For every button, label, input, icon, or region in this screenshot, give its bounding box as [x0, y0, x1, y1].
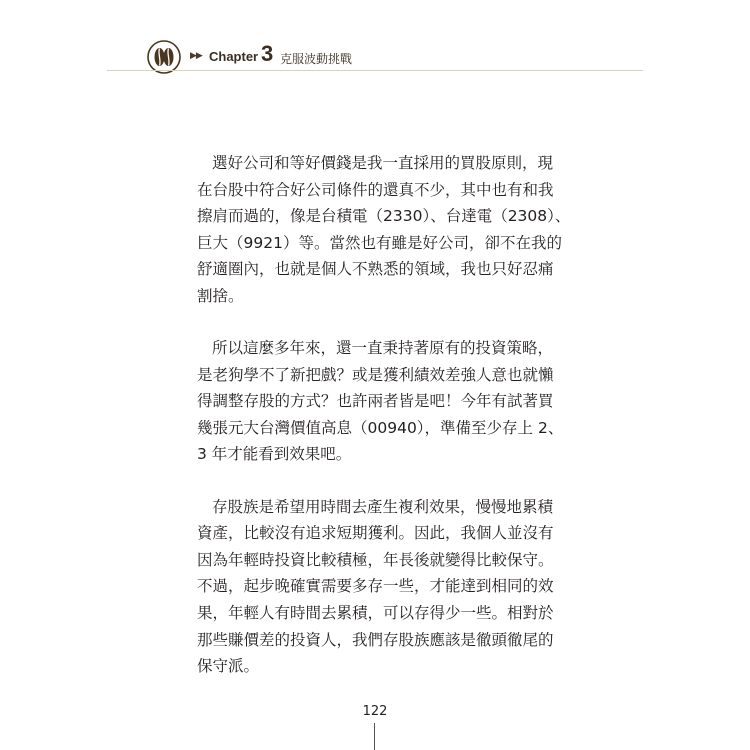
paragraph-2	[197, 335, 562, 468]
text-line: 果，年輕人有時間去累積，可以存得少一些。相對於	[197, 603, 554, 622]
text-line: 保守派。	[197, 657, 260, 676]
text-line: 不過，起步晚確實需要多存一些，才能達到相同的效	[197, 577, 554, 596]
text-line: 巨大（9921）等。當然也有雖是好公司，卻不在我的	[197, 233, 562, 252]
header-divider	[107, 70, 643, 71]
text-line: 在台股中符合好公司條件的還真不少，其中也有和我	[197, 180, 554, 199]
paragraph-3	[197, 494, 562, 680]
text-line: 3 年才能看到效果吧。	[197, 445, 352, 464]
text-line: 資產，比較沒有追求短期獲利。因此，我個人並沒有	[197, 524, 554, 543]
text-line: 幾張元大台灣價值高息（00940），準備至少存上 2、	[197, 418, 564, 437]
coffee-bean-icon	[147, 40, 181, 74]
page-number-rule	[374, 723, 375, 750]
chapter-label: Chapter	[209, 49, 259, 64]
text-line: 是老狗學不了新把戲？或是獲利績效差強人意也就懶	[197, 365, 554, 384]
chapter-number: 3	[261, 41, 274, 66]
text-line: 割捨。	[197, 286, 244, 305]
text-line: 因為年輕時投資比較積極，年長後就變得比較保守。	[197, 550, 554, 569]
text-line: 得調整存股的方式？也許兩者皆是吧！今年有試著買	[197, 392, 554, 411]
text-line: 舒適圈內，也就是個人不熟悉的領域，我也只好忍痛	[197, 260, 554, 279]
chapter-title: 克服波動挑戰	[280, 52, 353, 66]
text-line: 擦肩而過的，像是台積電（2330）、台達電（2308）、	[197, 207, 571, 226]
text-line: 那些賺價差的投資人，我們存股族應該是徹頭徹尾的	[197, 630, 554, 649]
text-line: 選好公司和等好價錢是我一直採用的買股原則，現	[212, 154, 554, 172]
page-number: 122	[362, 704, 388, 719]
text-line: 所以這麼多年來，還一直秉持著原有的投資策略，	[212, 339, 554, 358]
running-header	[147, 38, 647, 74]
paragraph-1	[197, 150, 571, 310]
double-arrow-icon: ▶▶	[190, 51, 202, 61]
text-line: 存股族是希望用時間去產生複利效果，慢慢地累積	[212, 497, 554, 516]
body-text	[197, 150, 571, 705]
